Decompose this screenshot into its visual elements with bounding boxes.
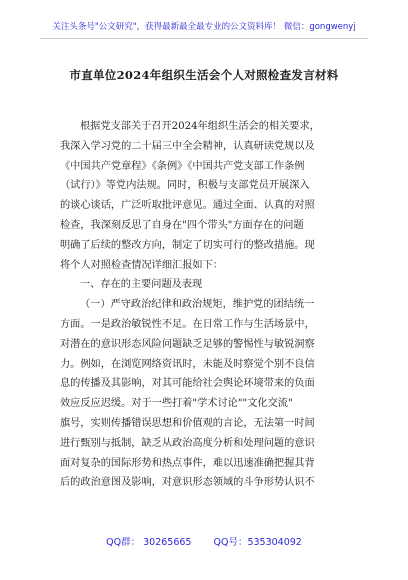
subsection-heading: （一）严守政治纪律和政治规矩，维护党的团结统一	[80, 299, 315, 311]
body-line: 进行甄别与抵制，缺乏从政治高度分析和处理问题的意识	[60, 437, 315, 449]
body-line: 《中国共产党章程》《条例》《中国共产党支部工作条例	[60, 160, 305, 172]
body-line: 对潜在的意识形态风险问题缺乏足够的警惕性与敏锐洞察	[60, 338, 315, 350]
section-heading: 一、存在的主要问题及表现	[80, 279, 203, 291]
body-line: 根据党支部关于召开2024年组织生活会的相关要求，	[80, 121, 320, 132]
body-line: 的谈心谈话，广泛听取批评意见。通过全面、认真的对照	[60, 200, 315, 212]
body-line: 力。例如，在浏览网络资讯时，未能及时察觉个别不良信	[60, 358, 315, 370]
header-divider	[40, 38, 368, 39]
document-body	[60, 117, 352, 493]
body-line: 我深入学习党的二十届三中全会精神，认真研读党规以及	[60, 140, 315, 152]
document-title: 市直单位2024年组织生活会个人对照检查发言材料	[69, 68, 339, 82]
body-line: 面对复杂的国际形势和热点事件，难以迅速准确把握其背	[60, 457, 315, 469]
footer-contact	[0, 534, 408, 548]
body-line: （试行）》等党内法规。同时，积极与支部党员开展深入	[60, 180, 310, 192]
body-line: 旗号，实则传播错误思想和价值观的言论，无法第一时间	[60, 417, 315, 429]
body-line: 效应反应迟缓。对于一些打着"学术讨论""文化交流"	[60, 398, 293, 410]
body-line: 后的政治意图及影响，对意识形态领域的斗争形势认识不	[60, 477, 315, 489]
body-line: 检查，我深刻反思了自身在"四个带头"方面存在的问题	[60, 219, 304, 231]
body-line: 息的传播及其影响，对其可能给社会舆论环境带来的负面	[60, 378, 315, 390]
header-ad-text: 关注头条号"公文研究"，获得最新最全最专业的公文资料库！ 微信：gongwenyj	[52, 22, 356, 32]
footer-qq-number: QQ号：535304092	[213, 537, 302, 548]
body-line: 方面。一是政治敏锐性不足。在日常工作与生活场景中，	[60, 318, 315, 330]
footer-qq-group: QQ群： 30265665	[106, 537, 192, 548]
body-line: 将个人对照检查情况详细汇报如下：	[60, 259, 223, 271]
body-line: 明确了后续的整改方向，制定了切实可行的整改措施。现	[60, 239, 315, 251]
